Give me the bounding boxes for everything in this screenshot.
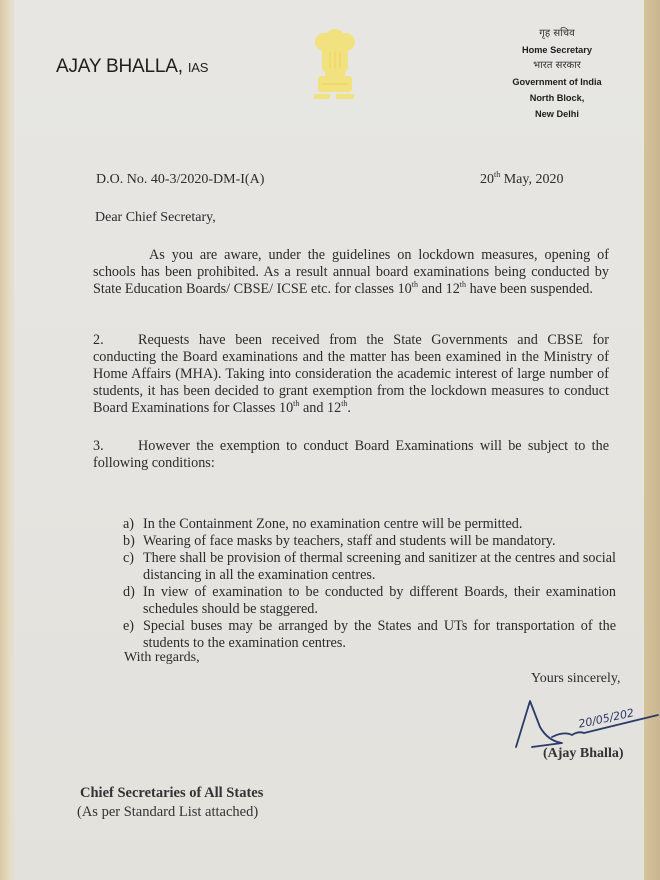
condition-item (123, 550, 616, 584)
date-suffix: th (494, 170, 501, 179)
paragraph-1 (93, 247, 609, 298)
condition-label: d) (123, 584, 135, 600)
with-regards: With regards, (124, 650, 200, 665)
condition-item (123, 533, 616, 550)
paragraph-2-text-a: Requests have been received from the State Governments and CBSE for conducting the Board examinations and the matter has been examined in the Ministry of Home Affairs (MHA). Taking into consideration the academic interest of large number of students, it has been decided to grant exemption from the lockdown measures to conduct Board Examinations for Classes 10 (93, 332, 609, 416)
sender-name (56, 56, 208, 78)
addressee-line-2: (As per Standard List attached) (77, 804, 259, 820)
paragraph-1-text-b: and 12 (418, 281, 460, 297)
condition-text: In the Containment Zone, no examination centre will be permitted. (143, 516, 523, 532)
paragraph-2-text-b: and 12 (299, 400, 342, 416)
signatory-name: (Ajay Bhalla) (543, 746, 624, 761)
conditions-list (123, 516, 616, 652)
paragraph-2-sup-2: th (341, 399, 348, 408)
sender-service: IAS (187, 60, 209, 75)
condition-text: In view of examination to be conducted by different Boards, their examination schedules should be staggered. (143, 584, 616, 617)
paragraph-3 (93, 438, 609, 472)
condition-item (123, 584, 616, 618)
condition-label: c) (123, 550, 135, 566)
reference-number: D.O. No. 40-3/2020-DM-I(A) (96, 172, 265, 187)
letter-date (480, 172, 564, 188)
paragraph-2-sup-1: th (293, 399, 300, 408)
date-month-year: May, 2020 (503, 172, 564, 187)
date-day: 20 (480, 172, 494, 187)
condition-label: e) (123, 618, 135, 634)
paragraph-1-text-a: As you are aware, under the guidelines on lockdown measures, opening of schools has been prohibited. As a result annual board examinations being conducted by State Education Boards/ CBSE/ ICSE etc. for classes 10 (93, 247, 609, 297)
paragraph-2-text-c: . (347, 400, 351, 416)
yours-sincerely: Yours sincerely, (531, 671, 621, 686)
condition-text: There shall be provision of thermal screening and sanitizer at the centres and social distancing in all the examination centres. (143, 550, 616, 583)
address-line-2: New Delhi (535, 109, 579, 119)
paragraph-3-number: 3. (93, 438, 104, 454)
condition-item (123, 516, 616, 533)
condition-text: Wearing of face masks by teachers, staff and students will be mandatory. (143, 533, 556, 549)
government-english: Government of India (512, 77, 602, 87)
condition-label: b) (123, 533, 135, 549)
paragraph-1-text-c: have been suspended. (466, 281, 593, 297)
paragraph-2 (93, 332, 609, 417)
emblem-motto-left (314, 94, 330, 99)
government-hindi: भारत सरकार (533, 60, 581, 71)
paragraph-1-sup-1: th (411, 280, 419, 289)
salutation: Dear Chief Secretary, (95, 210, 216, 225)
condition-label: a) (123, 516, 135, 532)
condition-text: Special buses may be arranged by the States and UTs for transportation of the students to the examination centres. (143, 618, 616, 651)
designation-english: Home Secretary (522, 45, 592, 55)
paragraph-3-text: However the exemption to conduct Board Examinations will be subject to the following conditions: (93, 438, 609, 471)
paragraph-1-sup-2: th (459, 280, 467, 289)
office-block (498, 26, 616, 122)
national-emblem-icon (300, 28, 370, 108)
address-line-1: North Block, (529, 93, 585, 103)
condition-item (123, 618, 616, 652)
paragraph-2-number: 2. (93, 332, 104, 348)
addressee-line-1: Chief Secretaries of All States (80, 785, 264, 801)
signature-date: 20/05/202 (577, 706, 636, 731)
designation-hindi: गृह सचिव (539, 28, 575, 39)
sender-name-text: AJAY BHALLA, (56, 56, 183, 77)
